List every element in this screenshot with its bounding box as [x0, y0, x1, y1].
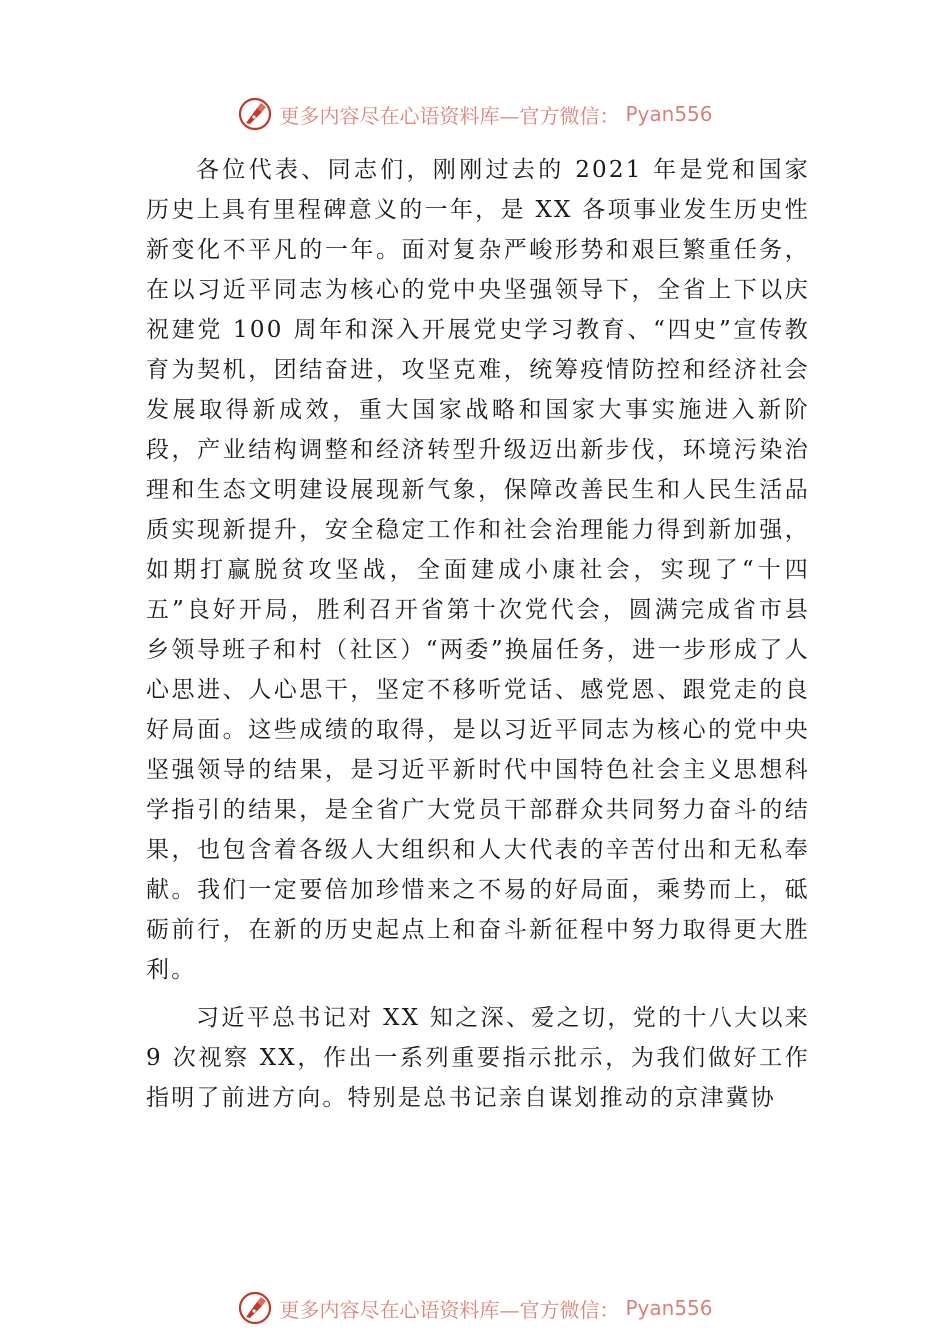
document-body: [146, 150, 810, 1118]
footer-watermark: [0, 1288, 950, 1328]
header-watermark: [0, 94, 950, 134]
header-watermark-text: 更多内容尽在心语资料库—官方微信：: [279, 103, 620, 128]
footer-watermark-text: 更多内容尽在心语资料库—官方微信：: [279, 1297, 620, 1322]
header-contact-id: Pyan556: [625, 102, 713, 126]
paragraph-2: 习近平总书记对 XX 知之深、爱之切，党的十八大以来 9 次视察 XX，作出一系列重要指示批示，为我们做好工作指明了前进方向。特别是总书记亲自谋划推动的京津冀协: [146, 1005, 810, 1111]
pen-nib-circle-icon: [237, 1290, 273, 1326]
paragraph-1: 各位代表、同志们，刚刚过去的 2021 年是党和国家历史上具有里程碑意义的一年，是 XX 各项事业发生历史性新变化不平凡的一年。面对复杂严峻形势和艰巨繁重任务，在以习近平同志为核心的党中央坚强领导下，全省上下以庆祝建党 100 周年和深入开展党史学习教育、“四史”宣传教育为契机，团结奋进，攻坚克难，统筹疫情防控和经济社会发展取得新成效，重大国家战略和国家大事实施进入新阶段，产业结构调整和经济转型升级迈出新步伐，环境污染治理和生态文明建设展现新气象，保障改善民生和人民生活品质实现新提升，安全稳定工作和社会治理能力得到新加强，如期打赢脱贫攻坚战，全面建成小康社会，实现了“十四五”良好开局，胜利召开省第十次党代会，圆满完成省市县乡领导班子和村（社区）“两委”换届任务，进一步形成了人心思进、人心思干，坚定不移听党话、感党恩、跟党走的良好局面。这些成绩的取得，是以习近平同志为核心的党中央坚强领导的结果，是习近平新时代中国特色社会主义思想科学指引的结果，是全省广大党员干部群众共同努力奋斗的结果，也包含着各级人大组织和人大代表的辛苦付出和无私奉献。我们一定要倍加珍惜来之不易的好局面，乘势而上，砥砺前行，在新的历史起点上和奋斗新征程中努力取得更大胜利。: [146, 157, 810, 983]
pen-nib-circle-icon: [237, 96, 273, 132]
footer-contact-id: Pyan556: [625, 1296, 713, 1320]
